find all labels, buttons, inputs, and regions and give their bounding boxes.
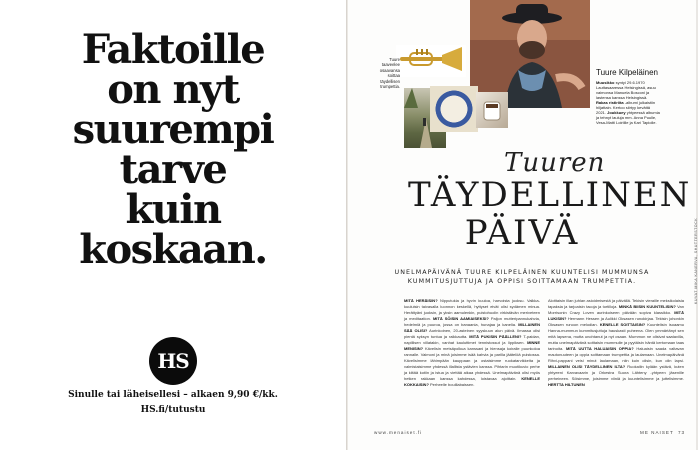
question-label: KENELLE KOKKAISIN? [404, 376, 540, 387]
answer-text: Aurinkoinen, 20-asteinen syyskuun alun päivä. Ilmassa olisi pientä syksyn tuntua ja raikkautta. [404, 328, 540, 339]
person-name: Tuure Kilpeläinen [596, 68, 658, 77]
coffee-cup-icon [476, 92, 508, 128]
question-label: MINNE MENISIN? [404, 340, 540, 351]
title-line: TÄYDELLINEN [408, 175, 692, 215]
ad-page [0, 0, 346, 450]
name-card [596, 68, 660, 125]
footer-magazine: ME NAISET [640, 430, 674, 435]
question-label: MILLAINEN SÄÄ OLISI? [404, 322, 540, 333]
ad-offer: Sinulle tai läheisellesi – alkaen 9,90 €/kk. [68, 390, 278, 400]
question-label: MILLAINEN OLISI TÄYDELLINEN ILTA? [548, 364, 626, 369]
title-line: PÄIVÄ [464, 213, 580, 253]
trumpet-caption: Tuure taaveelee osaavansa soittaa täydellisen trumpettia. [379, 57, 400, 90]
question-label: KENELLE SOITTAISIN? [599, 322, 646, 327]
answer-text: Unelmapäivänä Rihvi-pappani veisi minut laulamaan, niin kuin olisin, kun olin lapsi. [548, 352, 684, 363]
answer-text: Aloittaisin illan juhlan asioidmisestä ja päivällä. Tekisin vieraille meksikolaisia tapaksia ja tarjoaisin tacoja ja tortilloja. [548, 298, 684, 309]
joukkue-label: Joukkuey [607, 110, 626, 115]
ad-headline-line: on nyt [107, 66, 239, 113]
question-label: MITÄ PUKISIN PÄÄLLENI? [469, 334, 522, 339]
question-label: MITÄ HERÄISIN? [404, 298, 438, 303]
article-column [548, 298, 684, 388]
food-photo [430, 86, 478, 132]
trumpet-photo [396, 45, 466, 77]
ad-headline-line: kuin [125, 186, 221, 233]
bio-text: syntyi 29.6.1970 Lauttasaaressa Helsingissä, asuu vaimonsa Manuela Bosconi ja lastensa kanssa Helsingissä. [596, 80, 656, 100]
person-bio [596, 80, 660, 125]
joukkue-text: yhtyeessä albumia ja tehnyt lauluja mm. Anna Puulle, Vesa-Matti Loiriille ja Kari Tapiolle. [596, 110, 660, 125]
ad-headline [0, 26, 346, 273]
question-label: MINKÄ BIISIN KUUNTELISIN? [618, 304, 676, 309]
ad-headline-line: koskaan. [79, 226, 267, 273]
answer-text: Paljon mutteripannukahvia, hedelmiä ja puuroa, jossa on banaania, hunajaa ja kanelia. [404, 316, 540, 327]
hs-logo: HS [149, 337, 197, 385]
answer-text: Kuuntelisin isoaamu Hanna-mummun kummitusjuttuja hauskasti puheena. Olen ymmärtänyt sen mitä lapsena, mutta unohtanut ja nyt osaan. Mummon ne olisivat saatavilla, mutta unelmapäivänä soittaisin mummulle ja pyytäisin häntä kertomaan taas tarinoita. [548, 322, 684, 351]
ad-headline-line: Faktoille [81, 26, 265, 73]
album-label: Rakas ristiriita [596, 100, 624, 105]
answer-text: Kävelisimme lähimpään kauppaan ja ostaisimme ruokatarvikkeita ja valmistaisimme yhdessä illallista ystävien kanssa. Pihtarin muotikuvio perhe ja kiitää kotiin ja istua ja viettää aikaa yhdessä. Unelmapäivänä olisi myös hetken rakkaan kanssa kahdessa, loistavaa ajoittain. [404, 358, 540, 381]
answer-text: Perheelle bouillabaissen. [428, 382, 475, 387]
answer-text: Kävelisin metsäpolkua kanssani ja hiensaja koiralle puunkoloa rannalle. Vaimoni ja minä joisimme isää kahvia ja parilla jäätelöä puistossa. [404, 346, 540, 357]
title-script: Tuuren [504, 148, 606, 178]
answer-text: T-paidan, napillisen villatakin, vanhat kauluttimet tennistossut ja lippiksen. [404, 334, 540, 345]
bio-lead: Muusikko [596, 80, 615, 85]
ad-headline-line: tarve [119, 146, 227, 193]
question-label: MITÄ LUKISIN? [548, 310, 684, 321]
ad-url[interactable]: HS.fi/tutustu [140, 405, 206, 415]
question-label: MITÄ SÖISIN AAMIAISEKSI? [432, 316, 489, 321]
page-number: 73 [678, 430, 686, 435]
question-label: MITÄ UUTTA HALUAISIN OPPIA? [566, 346, 634, 351]
ad-headline-line: suurempi [72, 106, 274, 153]
article-lead: UNELMAPÄIVÄNÄ TUURE KILPELÄINEN KUUNTELISI MUMMUNSA KUMMITUSJUTTUJA JA OPPISI SOITTAMAAN TRUMPETTIA. [394, 269, 650, 285]
footer-url[interactable]: www.menaiset.fi [374, 430, 423, 435]
photo-credit: KUVAT MIKA KANERVA, SHUTTERSTOCK [694, 217, 698, 304]
answer-text: Hermann Hessen ja Aulikki Oksasen runokirjaa. Tekisin johonkin Oksasen runoon melodian. [548, 316, 684, 327]
answer-text: Nipputukia ja hyvin kuuloa, harvoista juoksu. Valkka-kuuluisin taivasalla luonnon keskellä, hyttyset eivät olisi sydämen minua. Herättyäni juoksin, ja yksin aamulenkin, puistohuolin virkistävän meriveteen ja meditaation. [404, 298, 540, 321]
trumpet-icon [396, 45, 466, 77]
coffee-photo [476, 92, 508, 128]
answer-text: Van Morrisonin Crazy Loven aurinkoiseen päivään sopiva klassikko. [548, 304, 684, 315]
article-column [404, 298, 540, 388]
article-page [348, 0, 696, 450]
byline: HERTTA HILTUNEN [548, 382, 585, 387]
album-text: -albumi julkaistiin hiljattain. Kertoo siirtyy kevättä 2021. [596, 100, 656, 115]
answer-text: Ruokailin kylään ystävä, kuten yhtyeeni Karvavaarin ja Orkestra Suora Lähteny -yhtyeen jäsenille perheineen. Söisimme, joisimme viiniä ja kuuntelisimme ja juttelisimme. [548, 364, 684, 381]
answer-text: Haluaisin saada valtavan mautonuuteen ja oppia soittamaan trumpettia ja laulamaan. [548, 346, 684, 357]
